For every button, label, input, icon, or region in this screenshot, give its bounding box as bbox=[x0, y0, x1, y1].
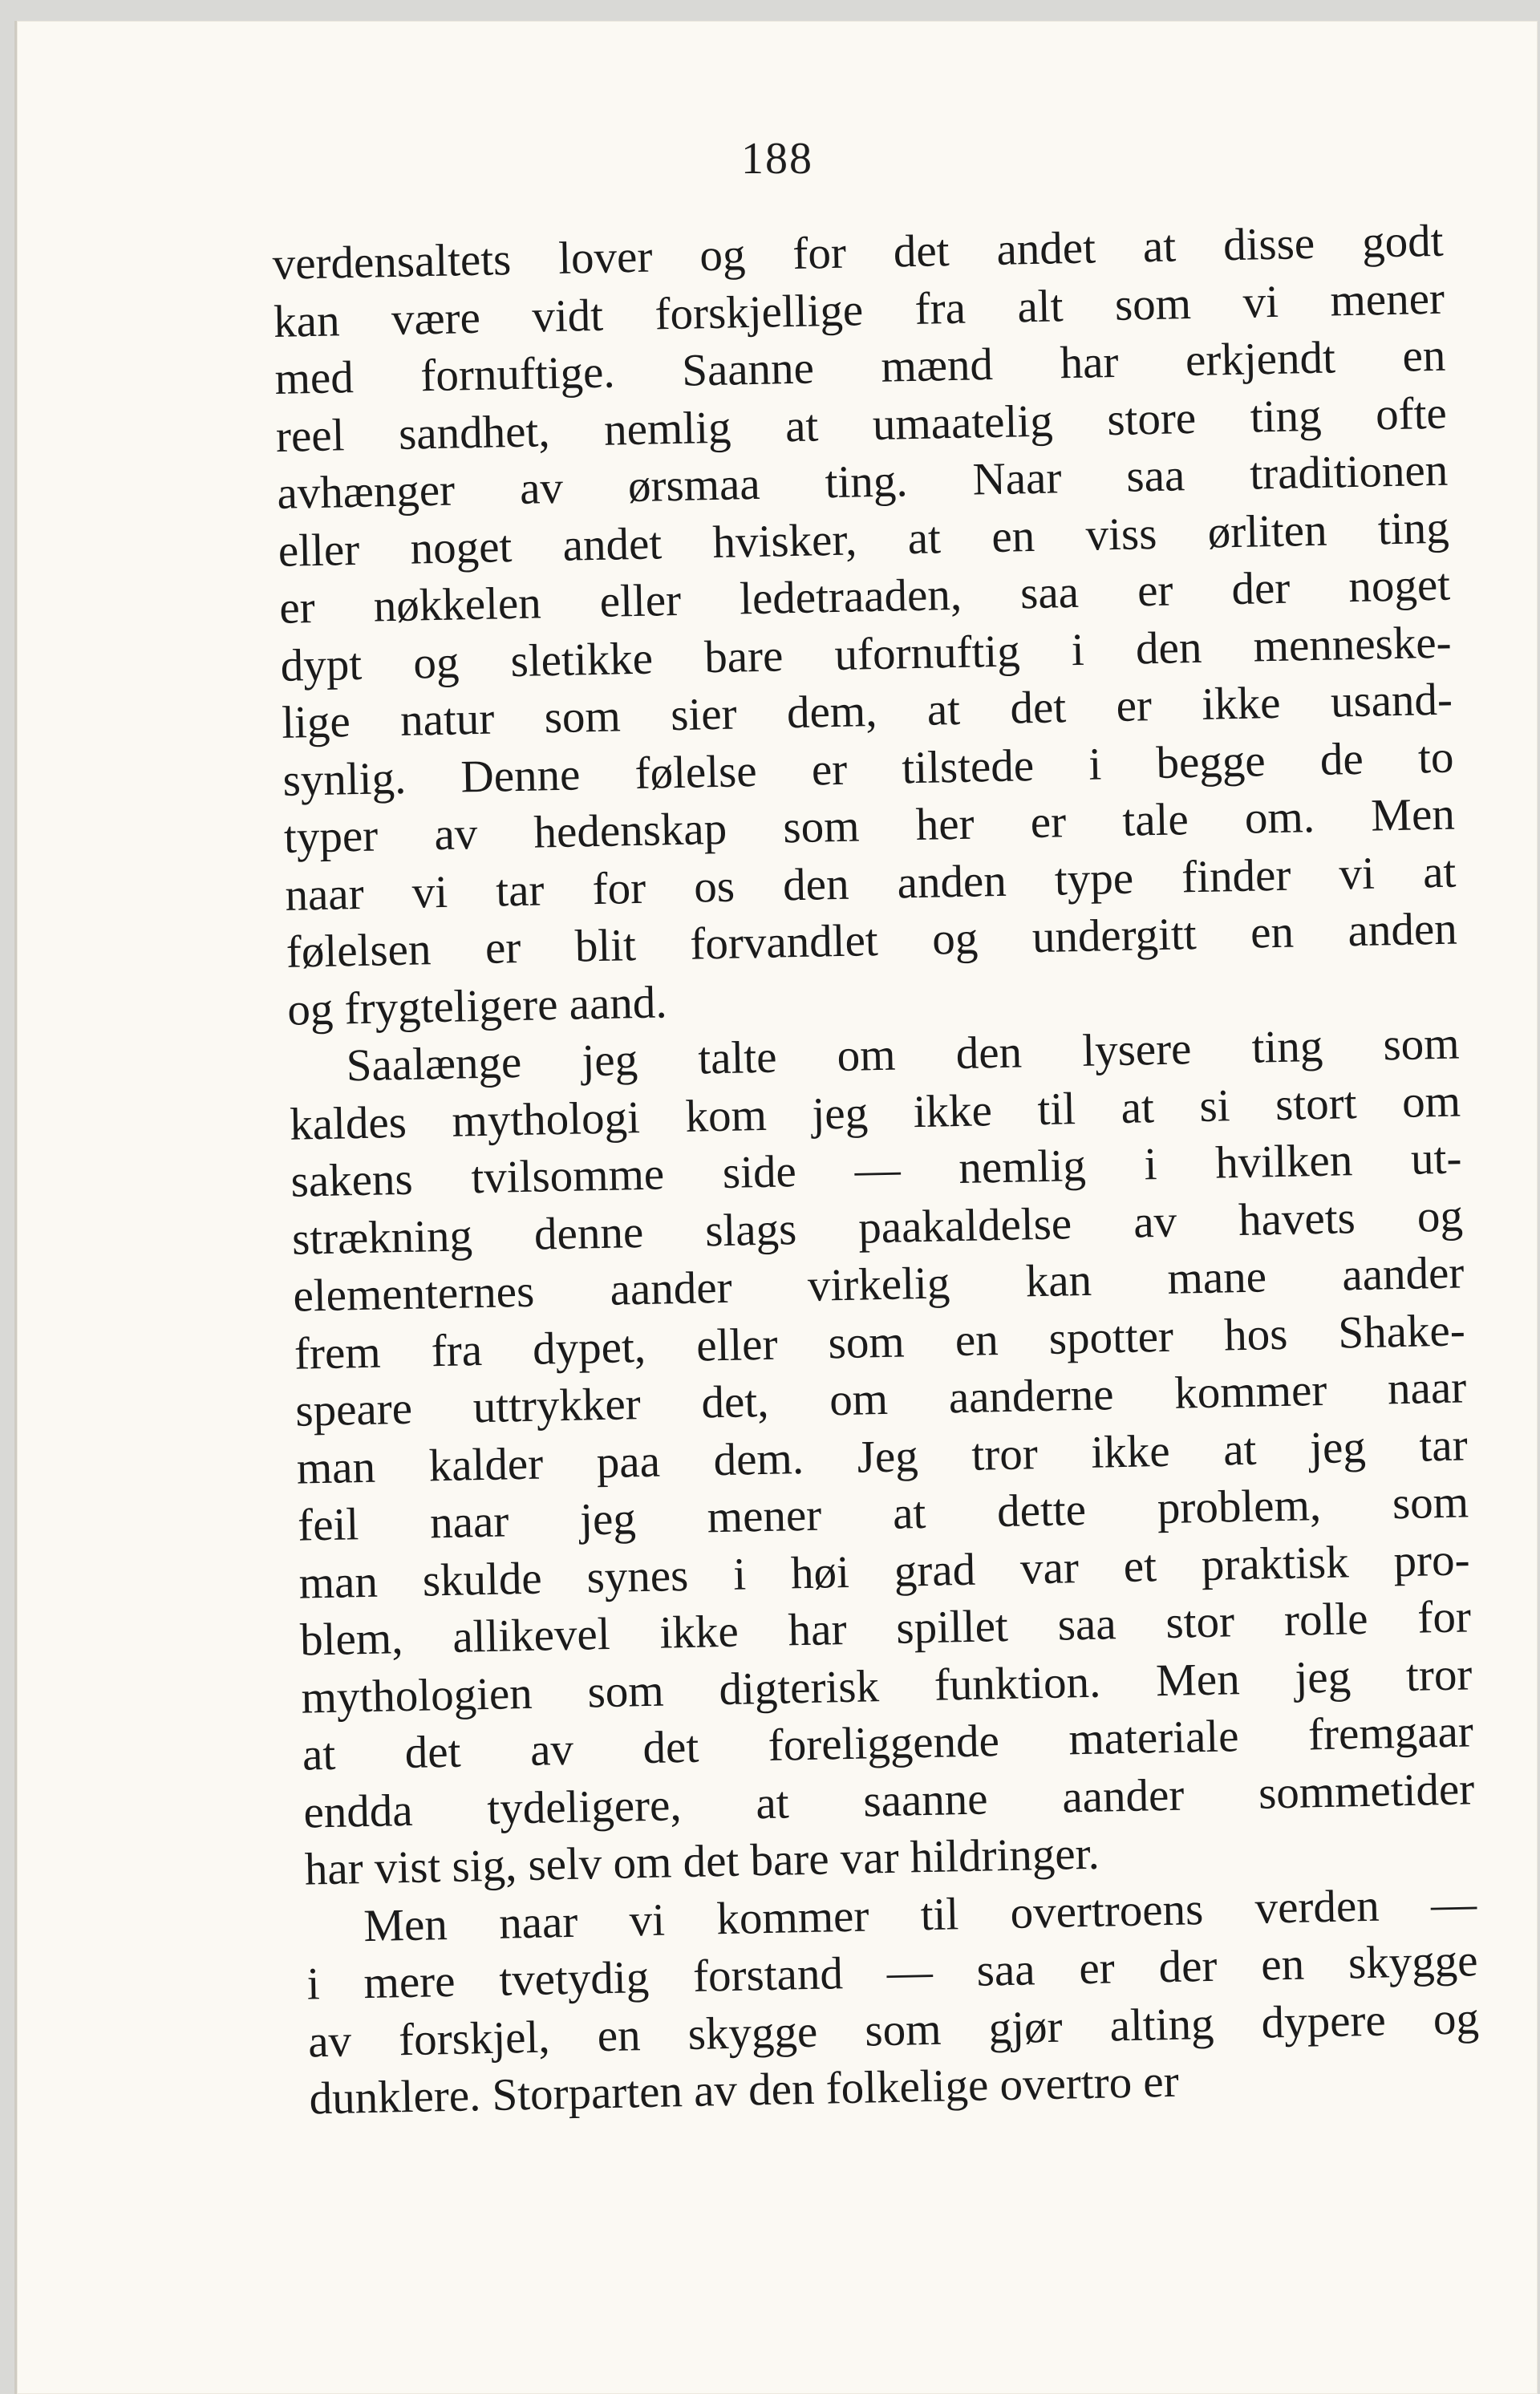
text-line: dunklere. Storparten av den folkelige overtro er bbox=[309, 2056, 1180, 2125]
text-line: kaldes mythologi kom jeg ikke til at si stort om bbox=[289, 1075, 1461, 1150]
book-page bbox=[14, 21, 1538, 2394]
text-line: eller noget andet hvisker, at en viss ørliten ting bbox=[278, 502, 1450, 577]
text-line: er nøkkelen eller ledetraaden, saa er der noget bbox=[278, 559, 1451, 634]
paragraph bbox=[288, 1015, 1476, 1898]
text-line: speare uttrykker det, om aanderne kommer naar bbox=[294, 1362, 1467, 1436]
body-text bbox=[272, 213, 1481, 2128]
text-line: reel sandhet, nemlig at umaatelig store ting ofte bbox=[275, 387, 1448, 462]
text-line: følelsen er blit forvandlet og undergitt en anden bbox=[286, 903, 1458, 978]
text-line: typer av hedenskap som her er tale om. Men bbox=[283, 788, 1456, 863]
text-line: frem fra dypet, eller som en spotter hos Shake- bbox=[294, 1304, 1466, 1379]
text-line: naar vi tar for os den anden type finder vi at bbox=[284, 846, 1457, 921]
text-line: verdensaltets lover og for det andet at disse godt bbox=[272, 215, 1445, 290]
text-line: endda tydeligere, at saanne aander sommetider bbox=[302, 1763, 1475, 1838]
text-line: har vist sig, selv om det bare var hildringer. bbox=[304, 1828, 1100, 1895]
text-line: mythologien som digterisk funktion. Men jeg tror bbox=[300, 1648, 1473, 1724]
text-line: sakens tvilsomme side — nemlig i hvilken ut- bbox=[290, 1132, 1463, 1207]
text-line: blem, allikevel ikke har spillet saa stor rolle for bbox=[299, 1591, 1472, 1666]
text-line: feil naar jeg mener at dette problem, som bbox=[297, 1477, 1469, 1551]
page-number: 188 bbox=[741, 134, 813, 184]
text-line: i mere tvetydig forstand — saa er der en skygge bbox=[306, 1935, 1479, 2010]
paragraph bbox=[272, 213, 1459, 1039]
text-line: man kalder paa dem. Jeg tror ikke at jeg tar bbox=[296, 1419, 1469, 1494]
text-line: kan være vidt forskjellige fra alt som vi mener bbox=[273, 273, 1445, 347]
text-line: man skulde synes i høi grad var et praktisk pro- bbox=[298, 1533, 1471, 1609]
text-line: elementernes aander virkelig kan mane aander bbox=[292, 1247, 1465, 1322]
text-line: Saalænge jeg talte om den lysere ting som bbox=[346, 1018, 1461, 1092]
text-line: og frygteligere aand. bbox=[286, 976, 668, 1035]
text-line: synlig. Denne følelse er tilstede i begge de to bbox=[282, 731, 1454, 806]
text-line: lige natur som sier dem, at det er ikke usand- bbox=[281, 674, 1453, 748]
text-line: av forskjel, en skygge som gjør alting dypere og bbox=[307, 1992, 1480, 2068]
paragraph bbox=[306, 1875, 1481, 2128]
text-line: med fornuftige. Saanne mænd har erkjendt en bbox=[274, 330, 1446, 404]
text-line: at det av det foreliggende materiale fremgaar bbox=[302, 1706, 1474, 1780]
text-line: dypt og sletikke bare ufornuftig i den menneske- bbox=[280, 617, 1453, 691]
text-line: strækning denne slags paakaldelse av havets og bbox=[291, 1189, 1464, 1265]
text-line: Men naar vi kommer til overtroens verden — bbox=[363, 1878, 1477, 1951]
text-line: avhænger av ørsmaa ting. Naar saa traditionen bbox=[276, 444, 1449, 519]
